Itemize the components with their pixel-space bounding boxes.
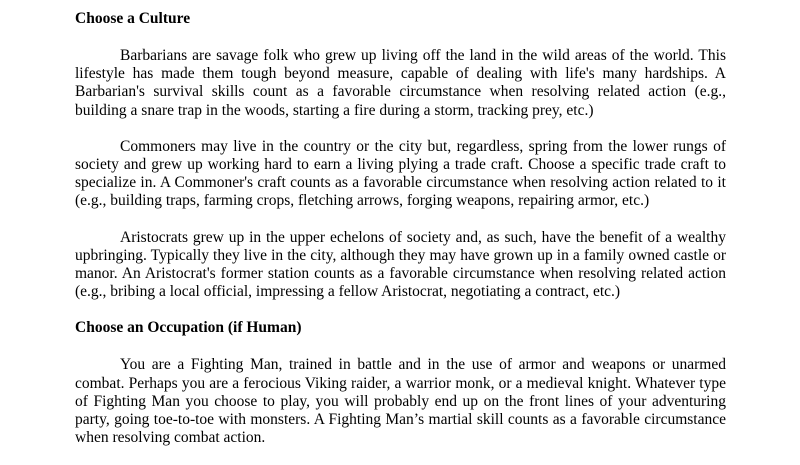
section-heading-occupation: Choose an Occupation (if Human) [75,319,302,337]
paragraph-aristocrats: Aristocrats grew up in the upper echelons of society and, as such, have the benefit of a wealthy upbringing. Typically they live in the city, although they may have grown up in a family owned castle or manor. An Aristocrat's former station counts as a favorable circumstance when resolving related action (e.g., bribing a local official, impressing a fellow Aristocrat, negotiating a contract, etc.) [75,228,726,301]
paragraph-commoners: Commoners may live in the country or the city but, regardless, spring from the lower rungs of society and grew up working hard to earn a living plying a trade craft. Choose a specific trade craft to specialize in. A Commoner's craft counts as a favorable circumstance when resolving action related to it (e.g., building traps, farming crops, fletching arrows, forging weapons, repairing armor, etc.) [75,137,726,210]
section-heading-culture: Choose a Culture [75,10,191,27]
paragraph-fighting-man: You are a Fighting Man, trained in battle and in the use of armor and weapons or unarmed combat. Perhaps you are a ferocious Viking raider, a warrior monk, or a medieval knight. Whatever type of Fighting Man you choose to play, you will probably end up on the front lines of your adventuring party, going toe-to-toe with monsters. A Fighting Man’s martial skill counts as a favorable circumstance when resolving combat action. [75,356,726,447]
document-page [75,10,726,465]
paragraph-barbarians: Barbarians are savage folk who grew up living off the land in the wild areas of the world. This lifestyle has made them tough beyond measure, capable of dealing with life's many hardships. A Barbarian's survival skills count as a favorable circumstance when resolving related action (e.g., building a snare trap in the woods, starting a fire during a storm, tracking prey, etc.) [75,47,726,119]
